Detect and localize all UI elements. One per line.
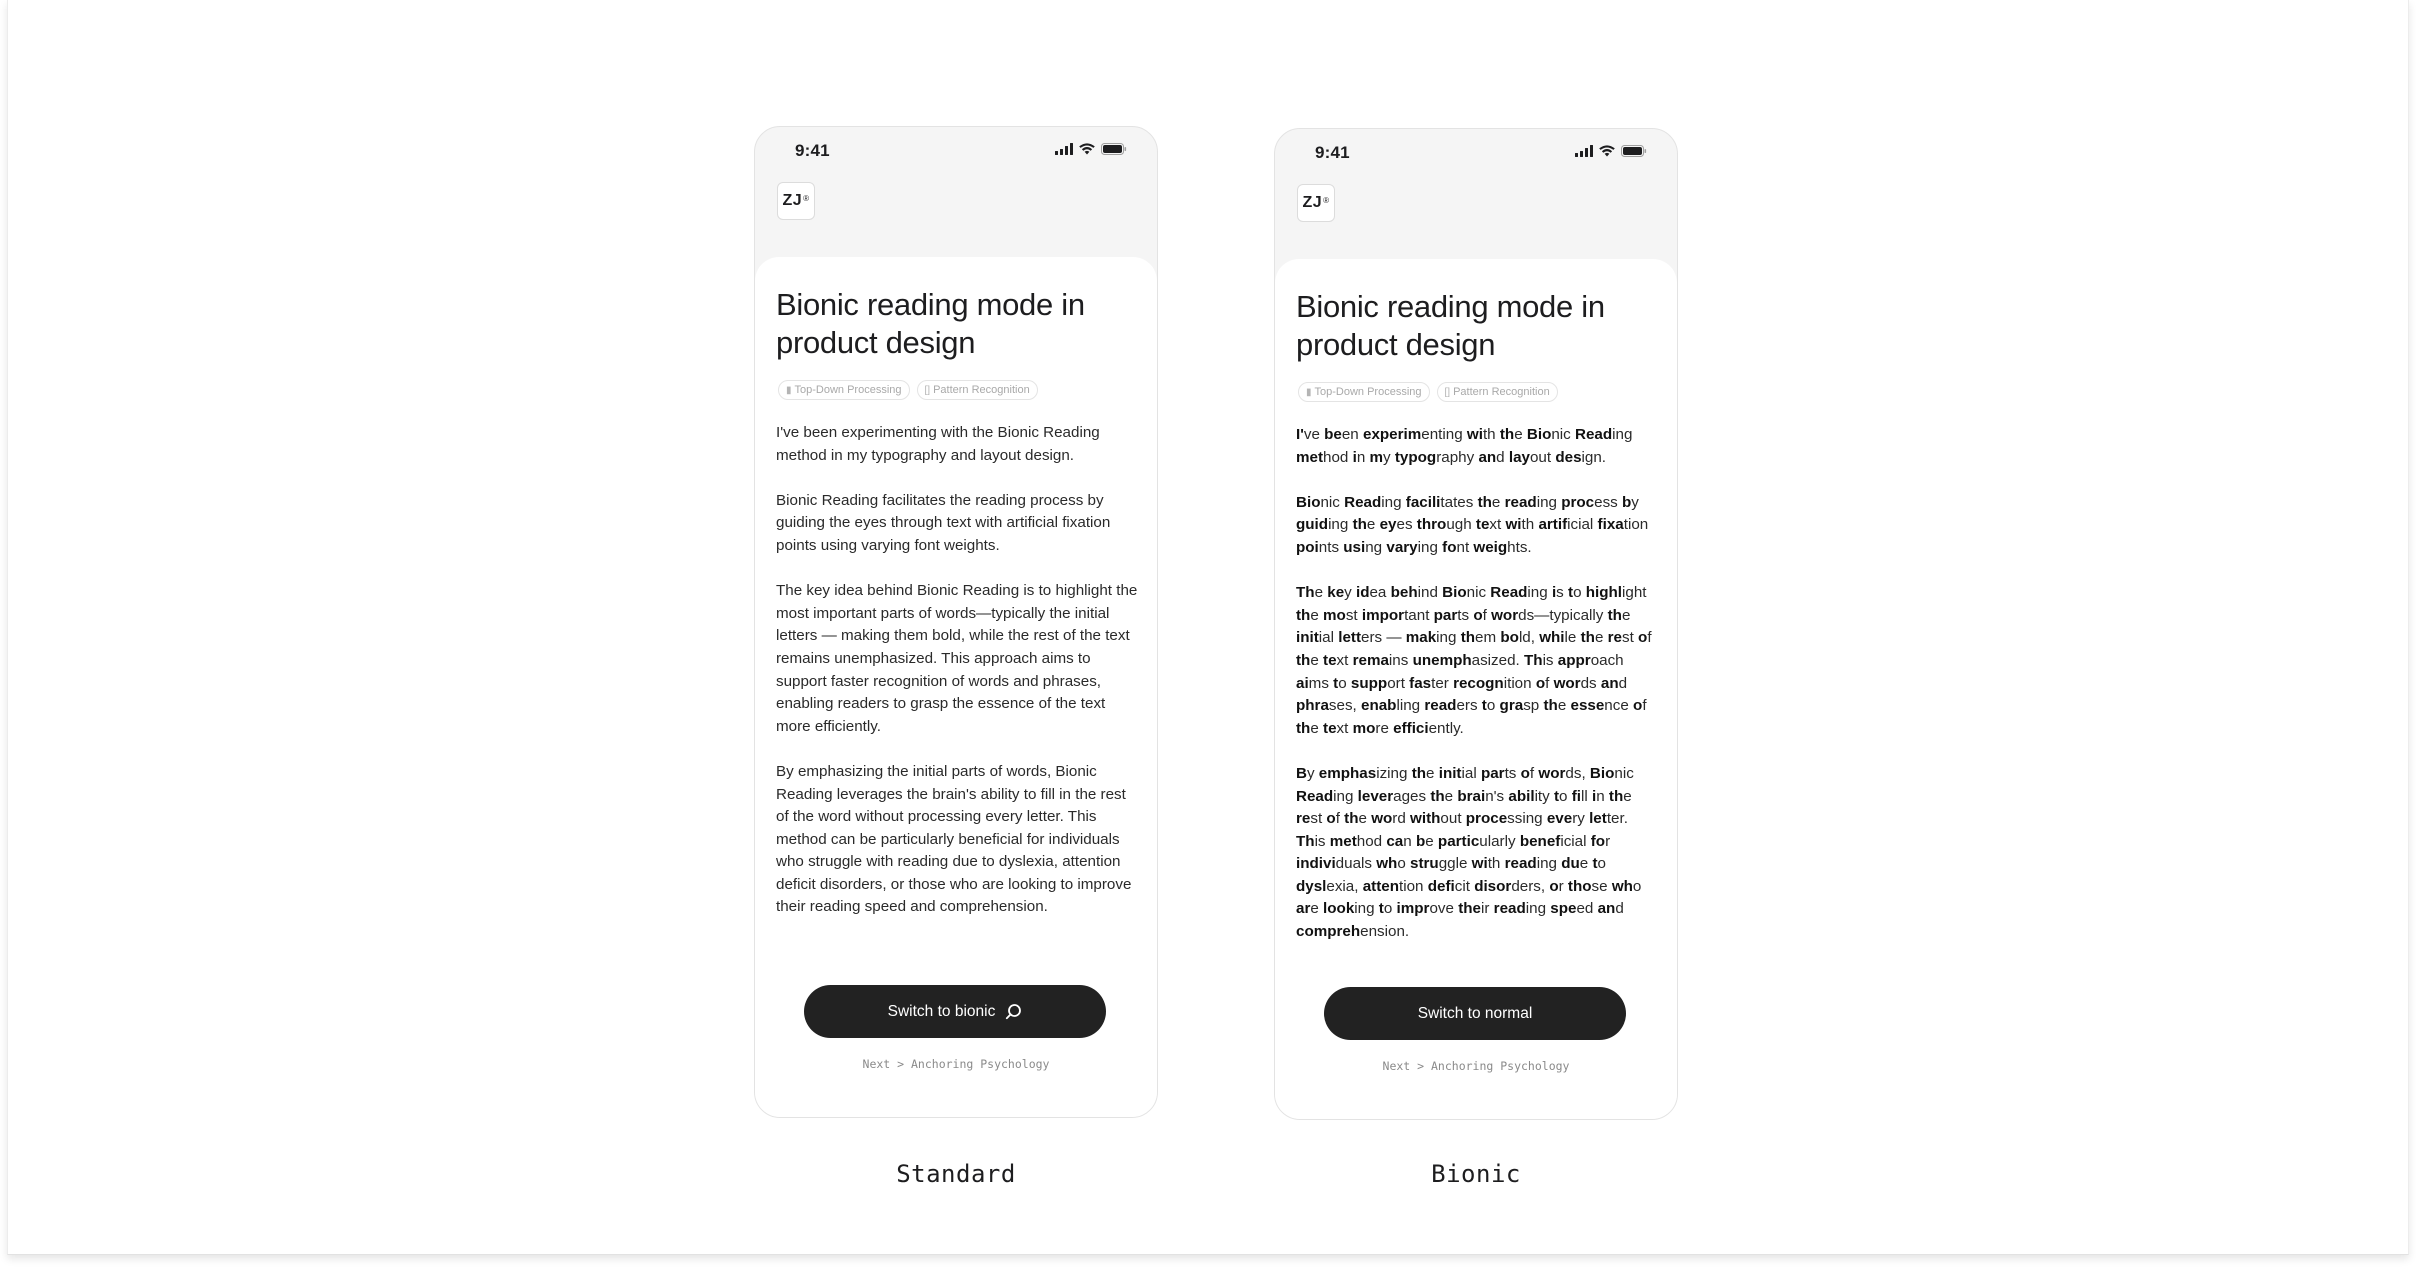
bionic-fixation: highl <box>1585 584 1623 602</box>
bionic-fixation: th <box>1296 719 1311 737</box>
bionic-fixation: I' <box>1296 426 1304 443</box>
pin-icon: ▮ <box>1306 386 1312 398</box>
bionic-fixation: Bio <box>1589 764 1615 782</box>
tag-label: Pattern Recognition <box>1453 386 1550 398</box>
bionic-fixation: wi <box>1505 516 1522 534</box>
paragraph: Bionic Reading facilitates the reading process by guiding the eyes through text with artificial fixation points using varying font weights. <box>776 491 1111 554</box>
bionic-fixation: gra <box>1499 697 1524 715</box>
bionic-fixation: artif <box>1538 516 1568 534</box>
bionic-fixation: th <box>1296 606 1311 624</box>
bionic-fixation: ai <box>1296 674 1309 692</box>
bionic-fixation: te <box>1323 719 1337 737</box>
bionic-fixation: read <box>1504 493 1537 511</box>
content-sheet <box>755 257 1157 1118</box>
bionic-fixation: init <box>1438 764 1462 782</box>
bionic-fixation: i <box>1592 787 1597 805</box>
bionic-fixation: dysl <box>1296 877 1327 895</box>
bionic-fixation: atten <box>1362 877 1400 895</box>
caption-standard: Standard <box>896 1160 1016 1188</box>
bionic-fixation: an <box>1478 448 1497 466</box>
bionic-fixation: effici <box>1393 719 1429 737</box>
bionic-fixation: let <box>1589 810 1607 828</box>
bionic-fixation: t <box>1333 674 1339 692</box>
bionic-fixation: weig <box>1473 538 1508 556</box>
bionic-fixation: th <box>1477 493 1492 511</box>
bionic-fixation: b <box>1415 832 1426 850</box>
bionic-fixation: defi <box>1427 877 1455 895</box>
switch-to-normal-button[interactable] <box>1324 987 1626 1040</box>
status-icons <box>1055 143 1127 155</box>
bionic-fixation: bo <box>1500 629 1519 647</box>
bionic-fixation: init <box>1296 629 1319 647</box>
next-article-link[interactable]: Next > Anchoring Psychology <box>1382 1059 1570 1073</box>
bionic-fixation: fixa <box>1597 516 1624 534</box>
bionic-fixation: fo <box>1590 832 1606 850</box>
bionic-fixation: impor <box>1361 606 1405 624</box>
bionic-fixation: poi <box>1296 538 1319 556</box>
bionic-fixation: experim <box>1363 426 1422 443</box>
bionic-fixation: wi <box>1466 426 1483 443</box>
bionic-fixation: the <box>1458 900 1481 918</box>
bionic-fixation: with <box>1410 810 1441 828</box>
logo[interactable] <box>777 182 815 220</box>
wifi-icon <box>1079 143 1095 155</box>
bionic-fixation: re <box>1607 629 1622 647</box>
pin-icon: ▮ <box>786 384 792 396</box>
bionic-fixation: des <box>1555 448 1582 466</box>
bionic-fixation: t <box>1553 787 1560 805</box>
bionic-fixation: recogn <box>1453 674 1504 692</box>
bionic-fixation: unemph <box>1412 651 1472 669</box>
bionic-fixation: beh <box>1390 584 1418 602</box>
bionic-fixation: th <box>1430 787 1445 805</box>
logo-mark: ® <box>803 193 810 203</box>
bionic-fixation: read <box>1493 900 1526 918</box>
bionic-fixation: lett <box>1338 629 1361 647</box>
phone-bionic <box>1274 128 1678 1120</box>
bionic-fixation: i <box>1551 584 1557 602</box>
tag-pattern-recognition[interactable] <box>917 380 1038 400</box>
status-bar <box>1275 129 1677 189</box>
bionic-fixation: lever <box>1357 787 1394 805</box>
bionic-fixation: o <box>1638 629 1648 647</box>
bionic-fixation: wi <box>1471 855 1488 873</box>
status-time: 9:41 <box>1315 143 1350 162</box>
bionic-fixation: typog <box>1394 448 1437 466</box>
next-article-link[interactable]: Next > Anchoring Psychology <box>862 1057 1050 1071</box>
bionic-fixation: compreh <box>1296 923 1361 941</box>
signal-icon <box>1055 143 1073 155</box>
bionic-fixation: appr <box>1557 651 1591 669</box>
paragraph: I've been experimenting with the Bionic Reading method in my typography and layout design. <box>776 424 1100 464</box>
bionic-fixation: spe <box>1550 900 1577 918</box>
bionic-fixation: i <box>1352 448 1357 466</box>
bionic-fixation: o <box>1473 606 1483 624</box>
bionic-fixation: o <box>1633 697 1643 715</box>
bionic-fixation: t <box>1592 855 1598 873</box>
bionic-fixation: Th <box>1296 584 1315 602</box>
bionic-fixation: fi <box>1571 787 1582 805</box>
tag-top-down-processing[interactable] <box>778 380 910 400</box>
paragraph-bionic: I've been experimenting with the Bionic Reading method in my typography and layout design. <box>1296 426 1633 466</box>
tag-top-down-processing[interactable] <box>1298 382 1430 402</box>
bionic-fixation: proce <box>1465 810 1508 828</box>
bionic-fixation: t <box>1378 900 1384 918</box>
bionic-fixation: Bio <box>1442 584 1467 602</box>
bionic-fixation: wh <box>1376 855 1398 873</box>
tag-pattern-recognition[interactable] <box>1437 382 1558 402</box>
bionic-fixation: Read <box>1490 584 1528 602</box>
caption-bionic: Bionic <box>1431 1160 1521 1188</box>
bionic-fixation: proc <box>1561 493 1595 511</box>
bionic-fixation: th <box>1460 629 1476 647</box>
tag-list <box>778 380 1038 400</box>
bionic-fixation: wor <box>1491 606 1519 624</box>
bionic-fixation: th <box>1607 606 1622 624</box>
button-label: Switch to bionic <box>887 1002 996 1020</box>
paragraph-bionic: By emphasizing the initial parts of words, Bionic Reading leverages the brain's ability to fill in the rest of the word without processing every letter. This method can be particularly beneficial for individuals who struggle with reading due to dyslexia, attention deficit disorders, or those who are looking to improve their reading speed and comprehension. <box>1296 764 1642 941</box>
bionic-fixation: Th <box>1524 651 1543 669</box>
bionic-fixation: phra <box>1296 697 1329 715</box>
bionic-fixation: id <box>1355 584 1370 602</box>
bionic-fixation: mak <box>1405 629 1437 647</box>
bionic-fixation: wh <box>1611 877 1633 895</box>
bionic-fixation: wo <box>1371 810 1393 828</box>
battery-icon <box>1101 143 1127 155</box>
bionic-fixation: an <box>1600 674 1619 692</box>
bionic-fixation: read <box>1424 697 1457 715</box>
bionic-fixation: th <box>1608 787 1624 805</box>
signal-icon <box>1575 145 1593 157</box>
bionic-fixation: Bio <box>1296 493 1321 511</box>
bionic-fixation: o <box>1326 810 1336 828</box>
bionic-fixation: usi <box>1343 538 1366 556</box>
bionic-fixation: th <box>1543 697 1558 715</box>
bionic-fixation: impr <box>1396 900 1430 918</box>
bionic-fixation: o <box>1520 764 1530 782</box>
wifi-icon <box>1599 145 1615 157</box>
bionic-fixation: ar <box>1296 900 1311 918</box>
bionic-fixation: th <box>1411 764 1427 782</box>
article-title: Bionic reading mode in product design <box>776 287 1085 360</box>
bionic-fixation: lay <box>1508 448 1530 466</box>
tag-label: Top-Down Processing <box>1314 386 1422 398</box>
bionic-fixation: ca <box>1386 832 1404 850</box>
bionic-fixation: Th <box>1296 832 1315 850</box>
bionic-fixation: ey <box>1379 516 1397 534</box>
battery-icon <box>1621 145 1647 157</box>
logo-mark: ® <box>1323 195 1330 205</box>
bionic-fixation: th <box>1499 426 1515 443</box>
tag-label: Top-Down Processing <box>794 384 902 396</box>
bionic-fixation: par <box>1433 606 1458 624</box>
bionic-fixation: emphas <box>1318 764 1377 782</box>
bionic-fixation: rema <box>1352 651 1389 669</box>
status-bar <box>755 127 1157 187</box>
bionic-fixation: mo <box>1323 606 1346 624</box>
bionic-fixation: an <box>1597 900 1616 918</box>
bionic-fixation: stru <box>1410 855 1439 873</box>
bionic-fixation: abil <box>1508 787 1535 805</box>
bionic-fixation: enab <box>1361 697 1397 715</box>
article-body-bionic <box>1296 424 1658 966</box>
article-title: Bionic reading mode in product design <box>1296 289 1605 362</box>
bionic-fixation: fas <box>1409 674 1432 692</box>
bionic-fixation: o <box>1535 674 1546 692</box>
paragraph: By emphasizing the initial parts of words, Bionic Reading leverages the brain's ability to fill in the rest of the word without processing every letter. This method can be particularly beneficial for individuals who struggle with reading due to dyslexia, attention deficit disorders, or those who are looking to improve their reading speed and comprehension. <box>776 762 1132 916</box>
bionic-fixation: ke <box>1327 584 1345 602</box>
bionic-fixation: whi <box>1539 629 1565 647</box>
bionic-fixation: du <box>1561 855 1580 873</box>
bionic-fixation: B <box>1296 764 1307 782</box>
bionic-fixation: fo <box>1442 538 1457 556</box>
logo-text: ZJ <box>1302 194 1323 211</box>
switch-to-bionic-button[interactable] <box>804 985 1106 1038</box>
bionic-fixation: th <box>1580 629 1595 647</box>
bionic-fixation: Read <box>1575 426 1613 443</box>
bionic-fixation: be <box>1324 426 1342 443</box>
logo-text: ZJ <box>782 192 803 209</box>
bionic-fixation: wor <box>1553 674 1581 692</box>
bionic-fixation: wor <box>1538 764 1566 782</box>
status-time: 9:41 <box>795 141 830 160</box>
bionic-fixation: partic <box>1437 832 1480 850</box>
bionic-fixation: Read <box>1296 787 1334 805</box>
bionic-fixation: tho <box>1567 877 1592 895</box>
tag-label: Pattern Recognition <box>933 384 1030 396</box>
bionic-fixation: th <box>1352 516 1367 534</box>
bionic-fixation: th <box>1296 651 1311 669</box>
bionic-fixation: te <box>1323 651 1337 669</box>
bionic-fixation: look <box>1323 900 1355 918</box>
tag-list <box>1298 382 1558 402</box>
bionic-fixation: brai <box>1457 787 1486 805</box>
bionic-fixation: thro <box>1416 516 1447 534</box>
search-icon <box>1005 1003 1022 1020</box>
canvas <box>7 0 2409 1255</box>
bionic-fixation: t <box>1481 697 1487 715</box>
bionic-fixation: read <box>1504 855 1537 873</box>
bionic-fixation: o <box>1549 877 1559 895</box>
bionic-fixation: guid <box>1296 516 1329 534</box>
bionic-fixation: vary <box>1386 538 1418 556</box>
bracket-icon: [] <box>924 384 931 396</box>
bionic-fixation: Read <box>1344 493 1382 511</box>
logo[interactable] <box>1297 184 1335 222</box>
bionic-fixation: met <box>1296 448 1324 466</box>
bionic-fixation: m <box>1369 448 1384 466</box>
status-icons <box>1575 145 1647 157</box>
bionic-fixation: t <box>1568 584 1574 602</box>
bionic-fixation: par <box>1480 764 1505 782</box>
paragraph-bionic: Bionic Reading facilitates the reading process by guiding the eyes through text with artificial fixation points using varying font weights. <box>1296 493 1649 556</box>
paragraph-bionic: The key idea behind Bionic Reading is to highlight the most important parts of words—typically the initial letters — making them bold, while the rest of the text remains unemphasized. This approach aims to support faster recognition of words and phrases, enabling readers to grasp the essence of the text more efficiently. <box>1296 584 1652 737</box>
bionic-fixation: b <box>1622 493 1632 511</box>
article-body <box>776 422 1138 942</box>
phone-standard <box>754 126 1158 1118</box>
bionic-fixation: mo <box>1352 719 1376 737</box>
bracket-icon: [] <box>1444 386 1451 398</box>
bionic-fixation: supp <box>1350 674 1388 692</box>
bionic-fixation: facili <box>1405 493 1441 511</box>
content-sheet <box>1275 259 1677 1120</box>
bionic-fixation: te <box>1475 516 1490 534</box>
bionic-fixation: eve <box>1546 810 1573 828</box>
bionic-fixation: Bio <box>1526 426 1552 443</box>
button-label: Switch to normal <box>1417 1004 1533 1022</box>
bionic-fixation: th <box>1344 810 1359 828</box>
bionic-fixation: re <box>1296 810 1311 828</box>
bionic-fixation: met <box>1329 832 1357 850</box>
paragraph: The key idea behind Bionic Reading is to highlight the most important parts of words—typically the initial letters — making them bold, while the rest of the text remains unemphasized. This approach aims to support faster recognition of words and phrases, enabling readers to grasp the essence of the text more efficiently. <box>776 582 1138 735</box>
bionic-fixation: disor <box>1474 877 1512 895</box>
bionic-fixation: benef <box>1519 832 1561 850</box>
bionic-fixation: indivi <box>1296 855 1336 873</box>
bionic-fixation: esse <box>1570 697 1605 715</box>
